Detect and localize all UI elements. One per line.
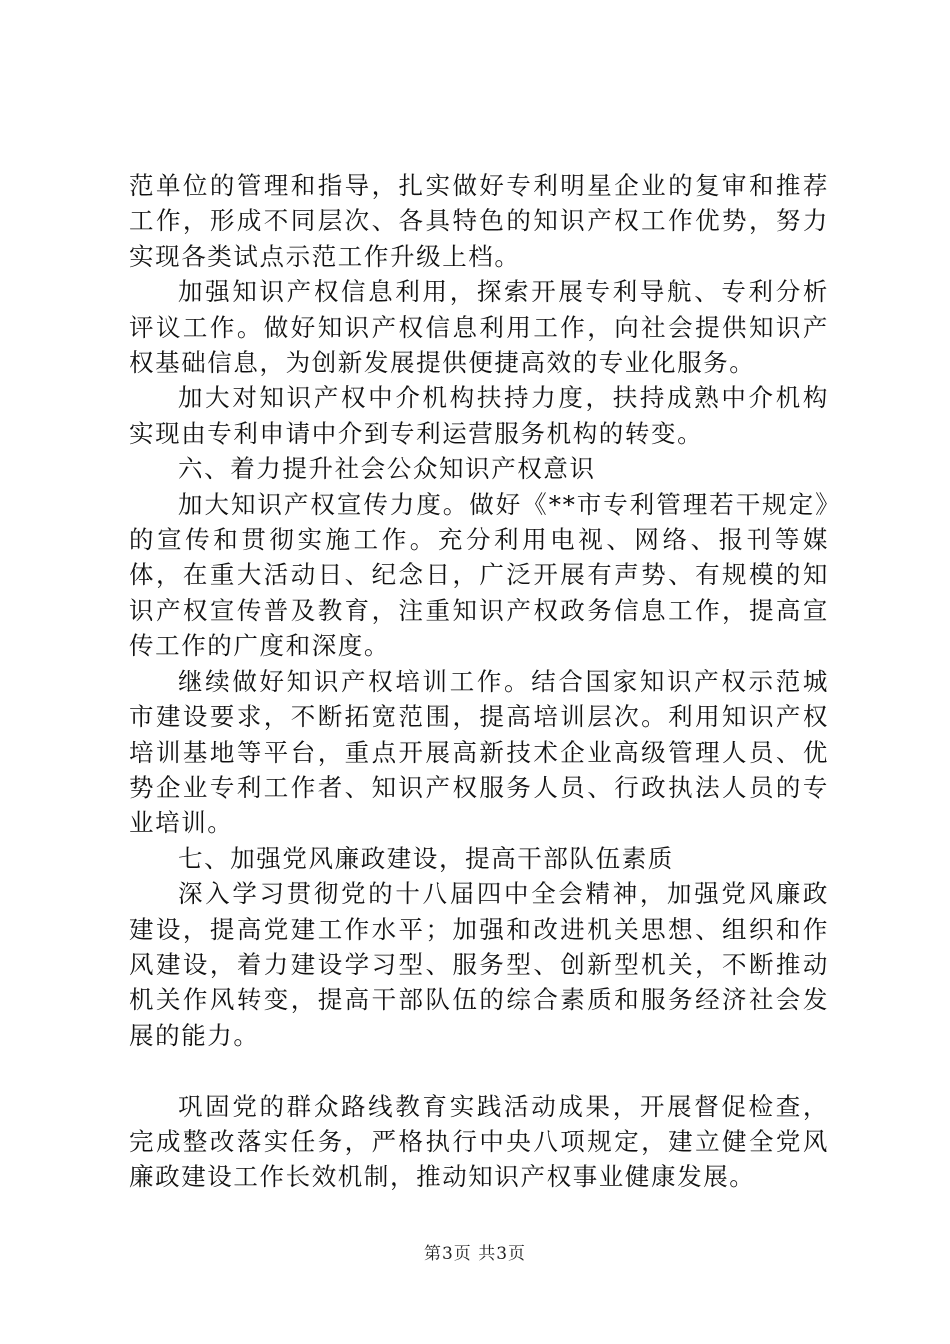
section-heading-seven: 七、加强党风廉政建设，提高干部队伍素质 [178,843,674,873]
section-heading-six: 六、着力提升社会公众知识产权意识 [178,454,596,484]
document-body [129,168,829,1195]
page-footer [0,1243,950,1265]
paragraph-continued: 范单位的管理和指导，扎实做好专利明星企业的复审和推荐工作，形成不同层次、各具特色的知识产权工作优势，努力实现各类试点示范工作升级上档。 [129,171,829,271]
paragraph-training: 继续做好知识产权培训工作。结合国家知识产权示范城市建设要求，不断拓宽范围，提高培训层次。利用知识产权培训基地等平台，重点开展高新技术企业高级管理人员、优势企业专利工作者、知识产权服务人员、行政执法人员的专业培训。 [129,666,829,838]
paragraph-party-study: 深入学习贯彻党的十八届四中全会精神，加强党风廉政建设，提高党建工作水平；加强和改进机关思想、组织和作风建设，着力建设学习型、服务型、创新型机关，不断推动机关作风转变，提高干部队伍的综合素质和服务经济社会发展的能力。 [129,879,829,1050]
paragraph-mass-line: 巩固党的群众路线教育实践活动成果，开展督促检查，完成整改落实任务，严格执行中央八项规定，建立健全党风廉政建设工作长效机制，推动知识产权事业健康发展。 [129,1091,829,1192]
paragraph-gap [129,1053,829,1088]
paragraph-intermediary-support: 加大对知识产权中介机构扶持力度，扶持成熟中介机构实现由专利申请中介到专利运营服务机构的转变。 [129,383,829,448]
paragraph-publicity: 加大知识产权宣传力度。做好《**市专利管理若干规定》的宣传和贯彻实施工作。充分利用电视、网络、报刊等媒体，在重大活动日、纪念日，广泛开展有声势、有规模的知识产权宣传普及教育，注重知识产权政务信息工作，提高宣传工作的广度和深度。 [129,489,829,661]
page-number-label: 第3页 共3页 [423,1244,527,1264]
paragraph-info-utilization: 加强知识产权信息利用，探索开展专利导航、专利分析评议工作。做好知识产权信息利用工作，向社会提供知识产权基础信息，为创新发展提供便捷高效的专业化服务。 [129,277,829,378]
